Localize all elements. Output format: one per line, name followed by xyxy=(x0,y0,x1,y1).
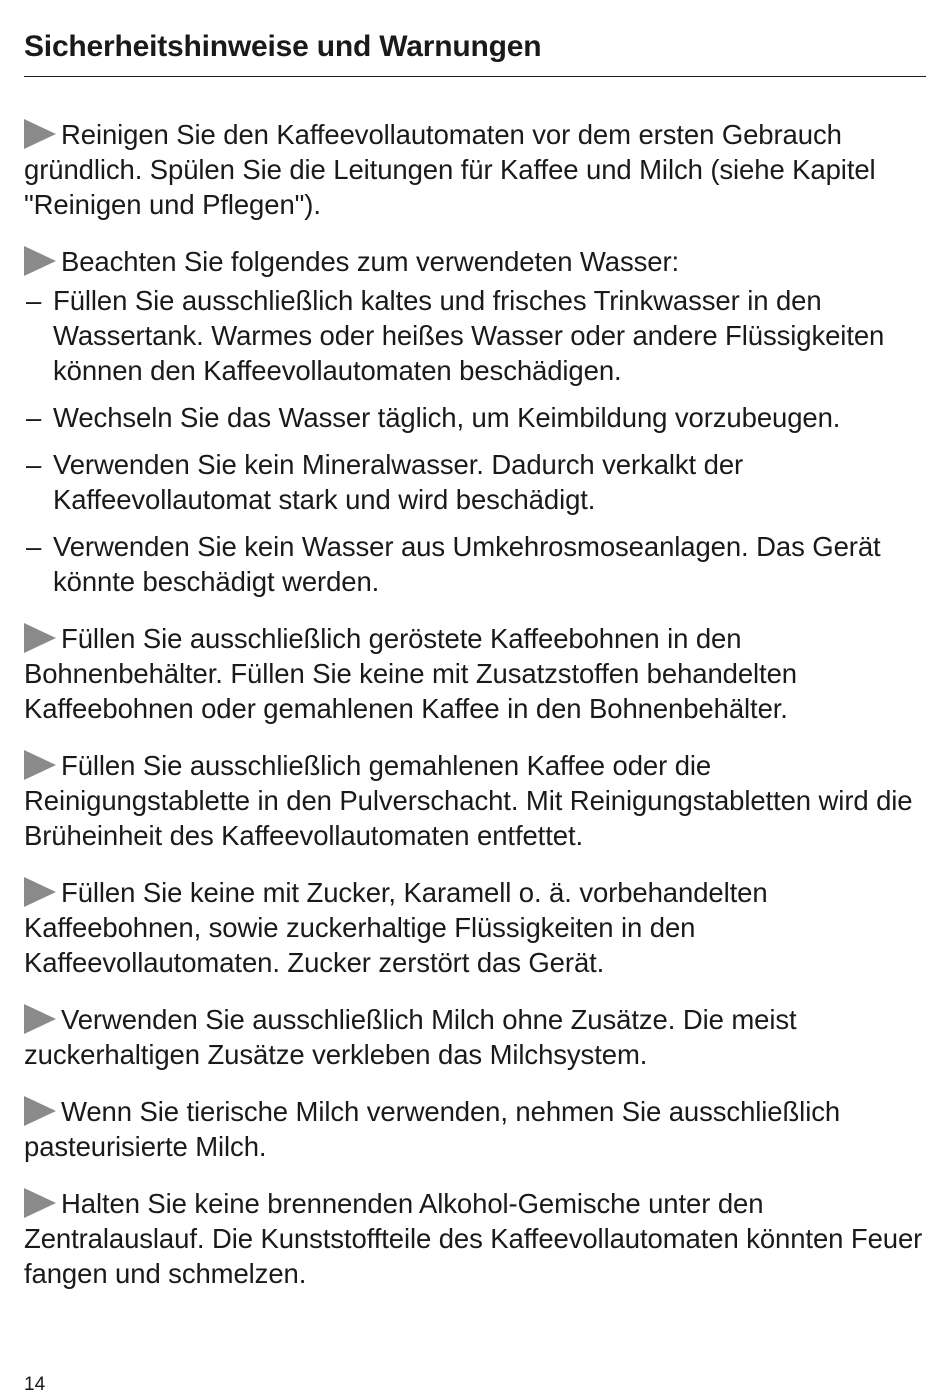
warning-text: Halten Sie keine brennenden Alkohol-Gemische unter den Zentralauslauf. Die Kunststoffteile des Kaffeevollautomaten könnten Feuer fangen und schmelzen. xyxy=(24,1188,923,1289)
warnings-content xyxy=(24,117,926,1291)
warning-paragraph xyxy=(24,1094,926,1164)
dash-bullet: – xyxy=(26,531,42,562)
warning-triangle-icon xyxy=(24,246,56,276)
list-item-text: Verwenden Sie kein Wasser aus Umkehrosmoseanlagen. Das Gerät könnte beschädigt werden. xyxy=(53,531,881,597)
list-item xyxy=(24,283,926,388)
warning-paragraph xyxy=(24,748,926,853)
warning-triangle-icon xyxy=(24,877,56,907)
list-item xyxy=(24,529,926,599)
dash-bullet: – xyxy=(26,449,42,480)
warning-text: Füllen Sie ausschließlich geröstete Kaffeebohnen in den Bohnenbehälter. Füllen Sie keine mit Zusatzstoffen behandelten Kaffeebohnen oder gemahlenen Kaffee in den Bohnenbehälter. xyxy=(24,623,797,724)
warning-paragraph xyxy=(24,621,926,726)
warning-text: Reinigen Sie den Kaffeevollautomaten vor dem ersten Gebrauch gründlich. Spülen Sie die Leitungen für Kaffee und Milch (siehe Kapitel "Reinigen und Pflegen"). xyxy=(24,119,876,220)
warning-text: Wenn Sie tierische Milch verwenden, nehmen Sie ausschließlich pasteurisierte Milch. xyxy=(24,1096,841,1162)
warning-text: Beachten Sie folgendes zum verwendeten Wasser: xyxy=(61,246,680,277)
dash-bullet: – xyxy=(26,402,42,433)
warning-text: Füllen Sie keine mit Zucker, Karamell o. ä. vorbehandelten Kaffeebohnen, sowie zuckerhaltige Flüssigkeiten in den Kaffeevollautomaten. Zucker zerstört das Gerät. xyxy=(24,877,768,978)
warning-triangle-icon xyxy=(24,1096,56,1126)
manual-page xyxy=(24,0,926,1313)
warning-paragraph xyxy=(24,1186,926,1291)
list-item-text: Füllen Sie ausschließlich kaltes und frisches Trinkwasser in den Wassertank. Warmes oder heißes Wasser oder andere Flüssigkeiten können den Kaffeevollautomaten beschädigen. xyxy=(53,285,885,386)
warning-text: Verwenden Sie ausschließlich Milch ohne Zusätze. Die meist zuckerhaltigen Zusätze verkleben das Milchsystem. xyxy=(24,1004,797,1070)
list-item xyxy=(24,400,926,435)
warning-paragraph xyxy=(24,244,926,279)
title-divider xyxy=(24,76,926,77)
warning-text: Füllen Sie ausschließlich gemahlenen Kaffee oder die Reinigungstablette in den Pulverschacht. Mit Reinigungstabletten wird die Brüheinheit des Kaffeevollautomaten entfettet. xyxy=(24,750,913,851)
list-item xyxy=(24,447,926,517)
warning-triangle-icon xyxy=(24,623,56,653)
water-rules-list xyxy=(24,283,926,599)
warning-paragraph xyxy=(24,875,926,980)
warning-triangle-icon xyxy=(24,1004,56,1034)
list-item-text: Verwenden Sie kein Mineralwasser. Dadurch verkalkt der Kaffeevollautomat stark und wird beschädigt. xyxy=(53,449,744,515)
warning-paragraph xyxy=(24,117,926,222)
warning-triangle-icon xyxy=(24,119,56,149)
dash-bullet: – xyxy=(26,285,42,316)
warning-triangle-icon xyxy=(24,750,56,780)
page-number: 14 xyxy=(24,1374,46,1395)
warning-paragraph xyxy=(24,1002,926,1072)
list-item-text: Wechseln Sie das Wasser täglich, um Keimbildung vorzubeugen. xyxy=(53,402,841,433)
section-title: Sicherheitshinweise und Warnungen xyxy=(24,30,542,63)
warning-triangle-icon xyxy=(24,1188,56,1218)
